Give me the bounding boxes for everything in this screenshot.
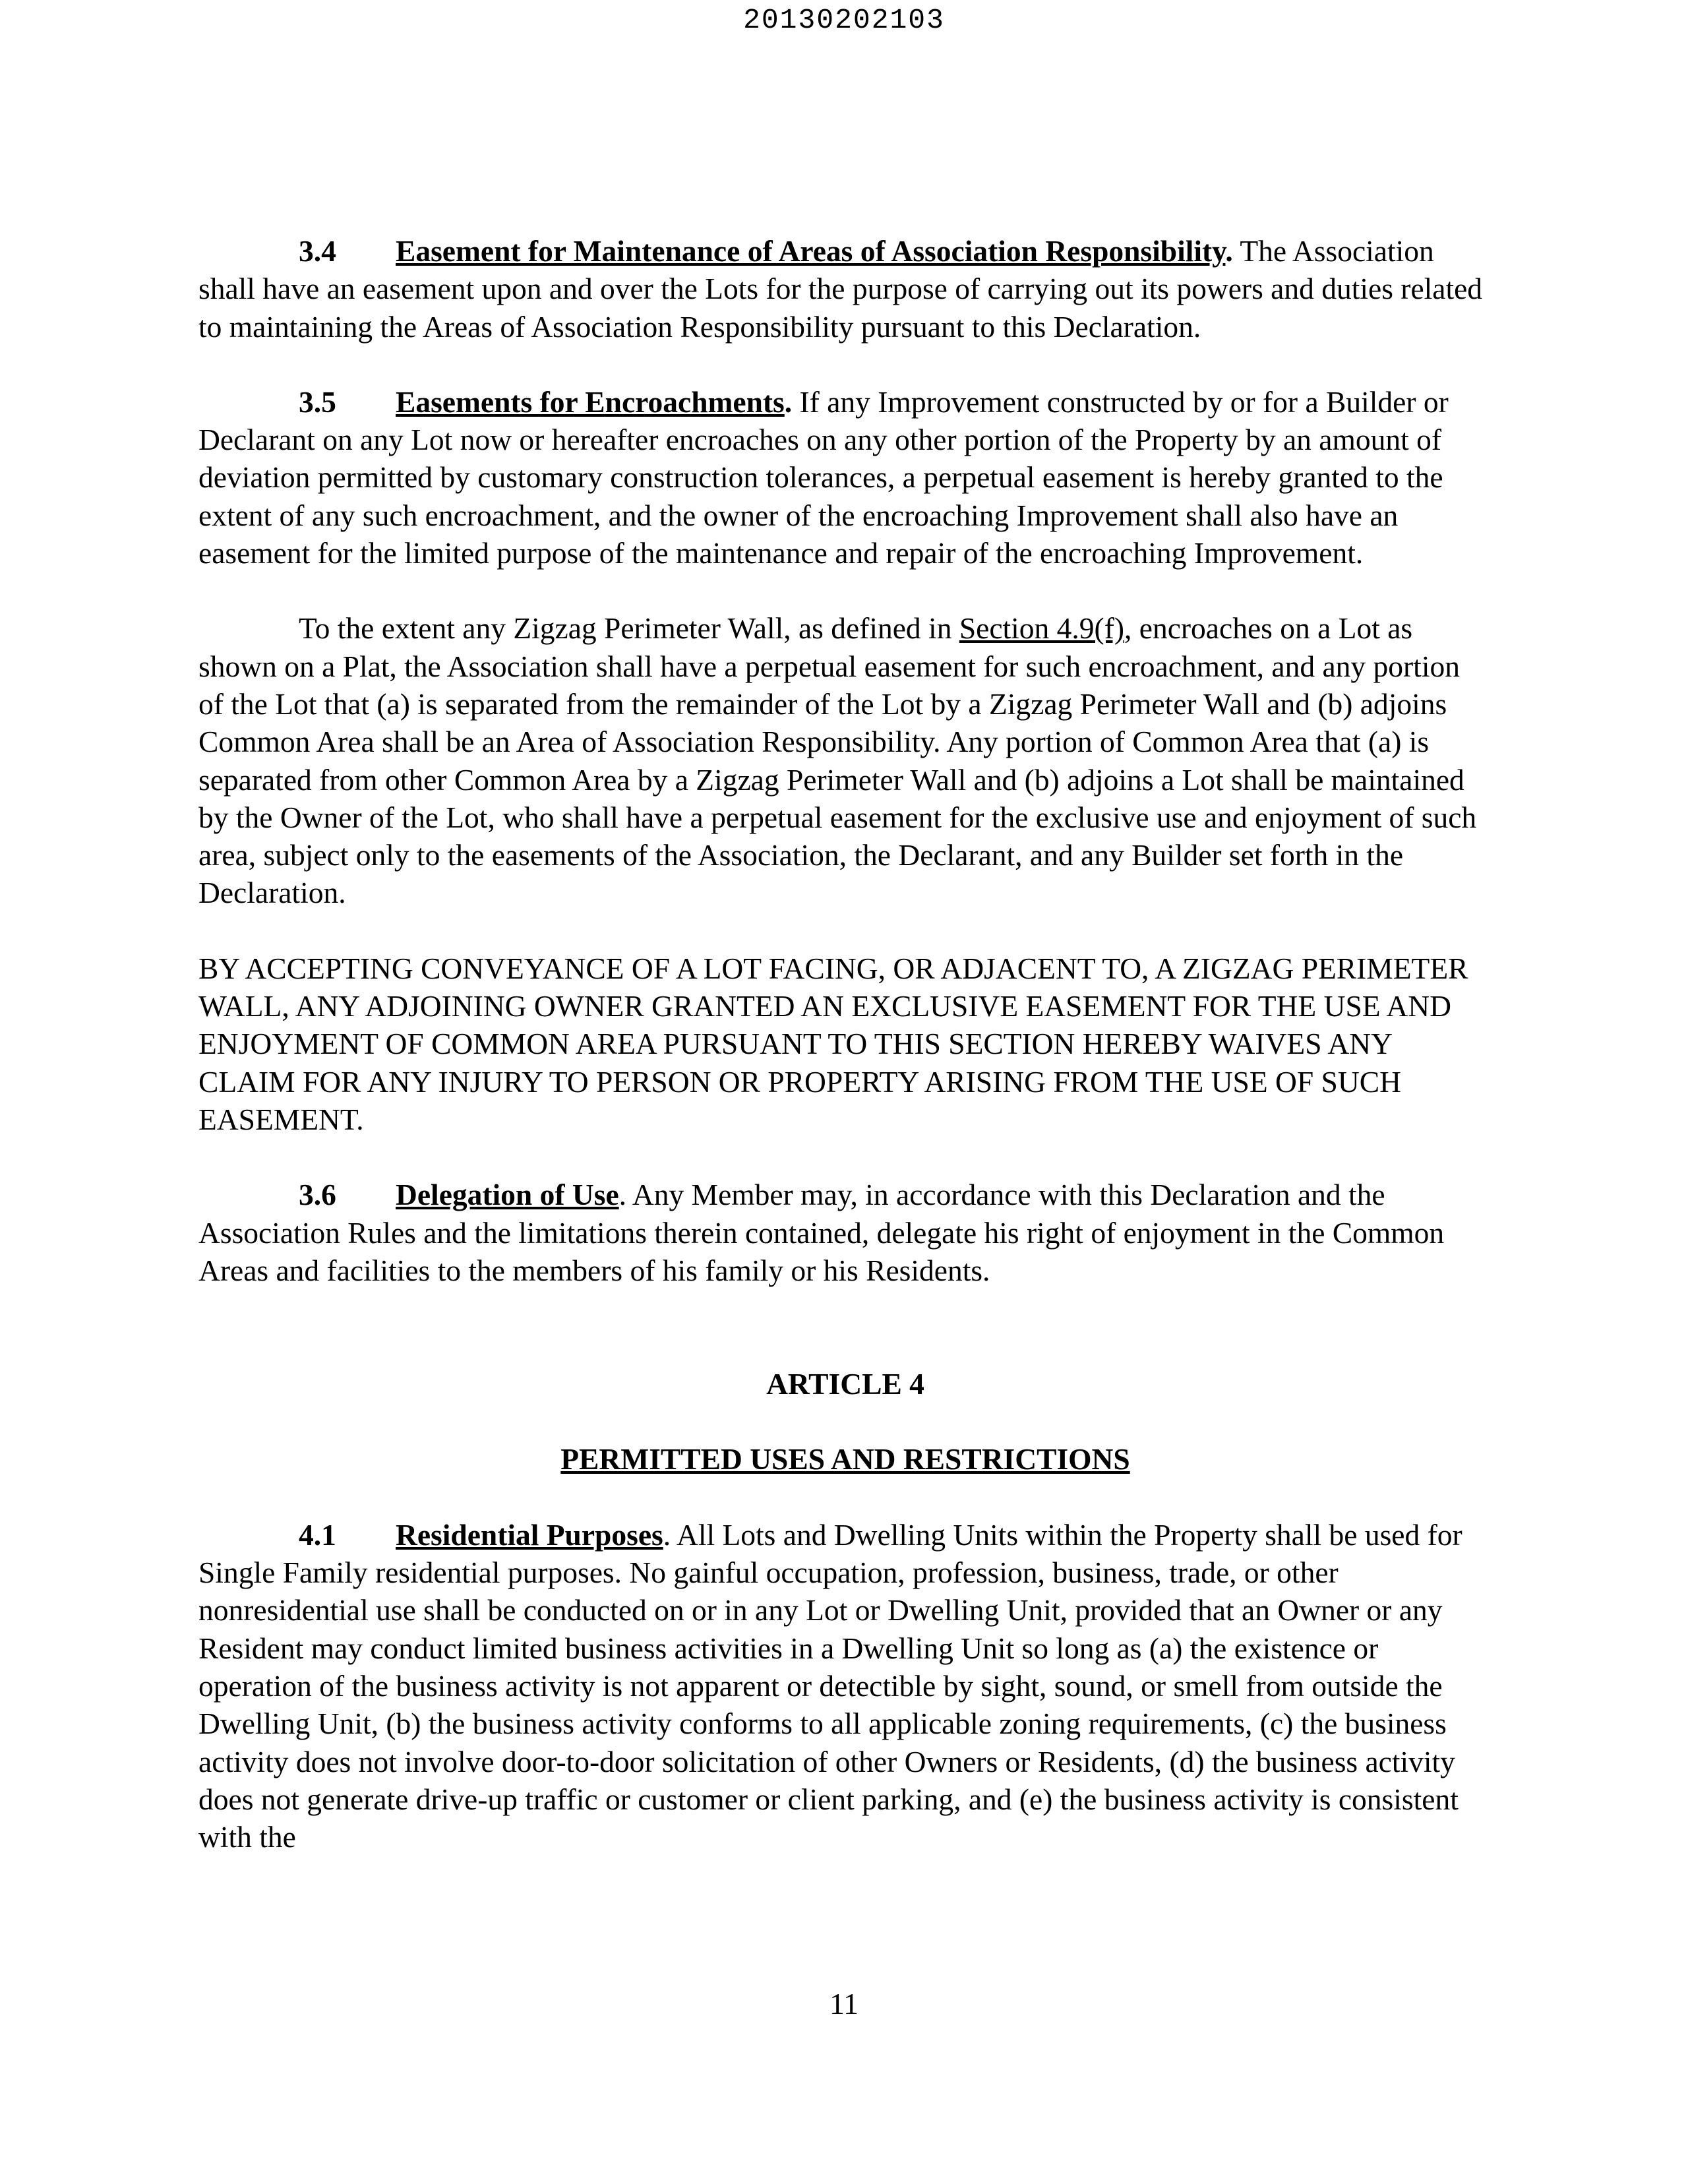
section-text: If any Improvement constructed by or for a Builder or Declarant on any Lot now or hereafter encroaches on any other portion of the Property by an amount of deviation permitted by customary construction tolerances, a perpetual easement is hereby granted to the extent of any such encroachment, and the owner of the encroaching Improvement shall also have an easement for the limited purpose of the maintenance and repair of the encroaching Improvement. xyxy=(198,384,1449,570)
section-title: Easement for Maintenance of Areas of Association Responsibility xyxy=(396,234,1226,268)
section-reference: Section 4.9(f) xyxy=(959,611,1125,646)
section-number: 3.6 xyxy=(299,1178,336,1212)
paragraph-text-before: To the extent any Zigzag Perimeter Wall, as defined in xyxy=(299,611,959,646)
section-title: Easements for Encroachments xyxy=(396,384,785,419)
article-title: PERMITTED USES AND RESTRICTIONS xyxy=(560,1442,1130,1476)
section-text: . All Lots and Dwelling Units within the Property shall be used for Single Family residential purposes. No gainful occupation, profession, business, trade, or other nonresidential use shall be conducted on or in any Lot or Dwelling Unit, provided that an Owner or any Resident may conduct limited business activities in a Dwelling Unit so long as (a) the existence or operation of the business activity is not apparent or detectible by sight, sound, or smell from outside the Dwelling Unit, (b) the business activity conforms to all applicable zoning requirements, (c) the business activity does not involve door-to-door solicitation of other Owners or Residents, (d) the business activity does not generate drive-up traffic or customer or client parking, and (e) the business activity is consistent with the xyxy=(198,1517,1462,1854)
paragraph-text-after: , encroaches on a Lot as shown on a Plat, the Association shall have a perpetual easement for such encroachment, and any portion of the Lot that (a) is separated from the remainder of the Lot by a Zigzag Perimeter Wall and (b) adjoins Common Area shall be an Area of Association Responsibility. Any portion of Common Area that (a) is separated from other Common Area by a Zigzag Perimeter Wall and (b) adjoins a Lot shall be maintained by the Owner of the Lot, who shall have a perpetual easement for the exclusive use and enjoyment of such area, subject only to the easements of the Association, the Declarant, and any Builder set forth in the Declaration. xyxy=(198,611,1477,910)
section-number: 3.4 xyxy=(299,234,336,268)
section-3-6 xyxy=(198,1176,1492,1289)
section-number: 3.5 xyxy=(299,384,336,419)
zigzag-paragraph xyxy=(198,609,1492,911)
section-title: Delegation of Use xyxy=(396,1178,619,1212)
section-text: . Any Member may, in accordance with this Declaration and the Association Rules and the limitations therein contained, delegate his right of enjoyment in the Common Areas and facilities to the members of his family or his Residents. xyxy=(198,1178,1445,1287)
section-3-4: 3.4 Easement for Maintenance of Areas of Association Responsibility. The Association shall have an easement upon and over the Lots for the purpose of carrying out its powers and duties related to maintaining the Areas of Association Responsibility pursuant to this Declaration. xyxy=(198,232,1492,346)
page-number: 11 xyxy=(829,1987,859,2020)
waiver-paragraph: BY ACCEPTING CONVEYANCE OF A LOT FACING, OR ADJACENT TO, A ZIGZAG PERIMETER WALL, ANY ADJOINING OWNER GRANTED AN EXCLUSIVE EASEMENT FOR THE USE AND ENJOYMENT OF COMMON AREA PURSUANT TO THIS SECTION HEREBY WAIVES ANY CLAIM FOR ANY INJURY TO PERSON OR PROPERTY ARISING FROM THE USE OF SUCH EASEMENT. xyxy=(198,951,1468,1136)
article-label: ARTICLE 4 xyxy=(766,1367,924,1401)
section-4-1 xyxy=(198,1516,1492,1856)
section-text: The Association shall have an easement upon and over the Lots for the purpose of carrying out its powers and duties related to maintaining the Areas of Association Responsibility pursuant to this Declaration. xyxy=(198,234,1483,344)
document-body xyxy=(198,232,1492,1856)
section-title: Residential Purposes xyxy=(396,1517,663,1552)
document-id: 20130202103 xyxy=(743,4,945,36)
section-3-5: 3.5 Easements for Encroachments. If any Improvement constructed by or for a Builder or Declarant on any Lot now or hereafter encroaches on any other portion of the Property by an amount of deviation permitted by customary construction tolerances, a perpetual easement is hereby granted to the extent of any such encroachment, and the owner of the encroaching Improvement shall also have an easement for the limited purpose of the maintenance and repair of the encroaching Improvement. xyxy=(198,383,1492,572)
section-number: 4.1 xyxy=(299,1517,336,1552)
